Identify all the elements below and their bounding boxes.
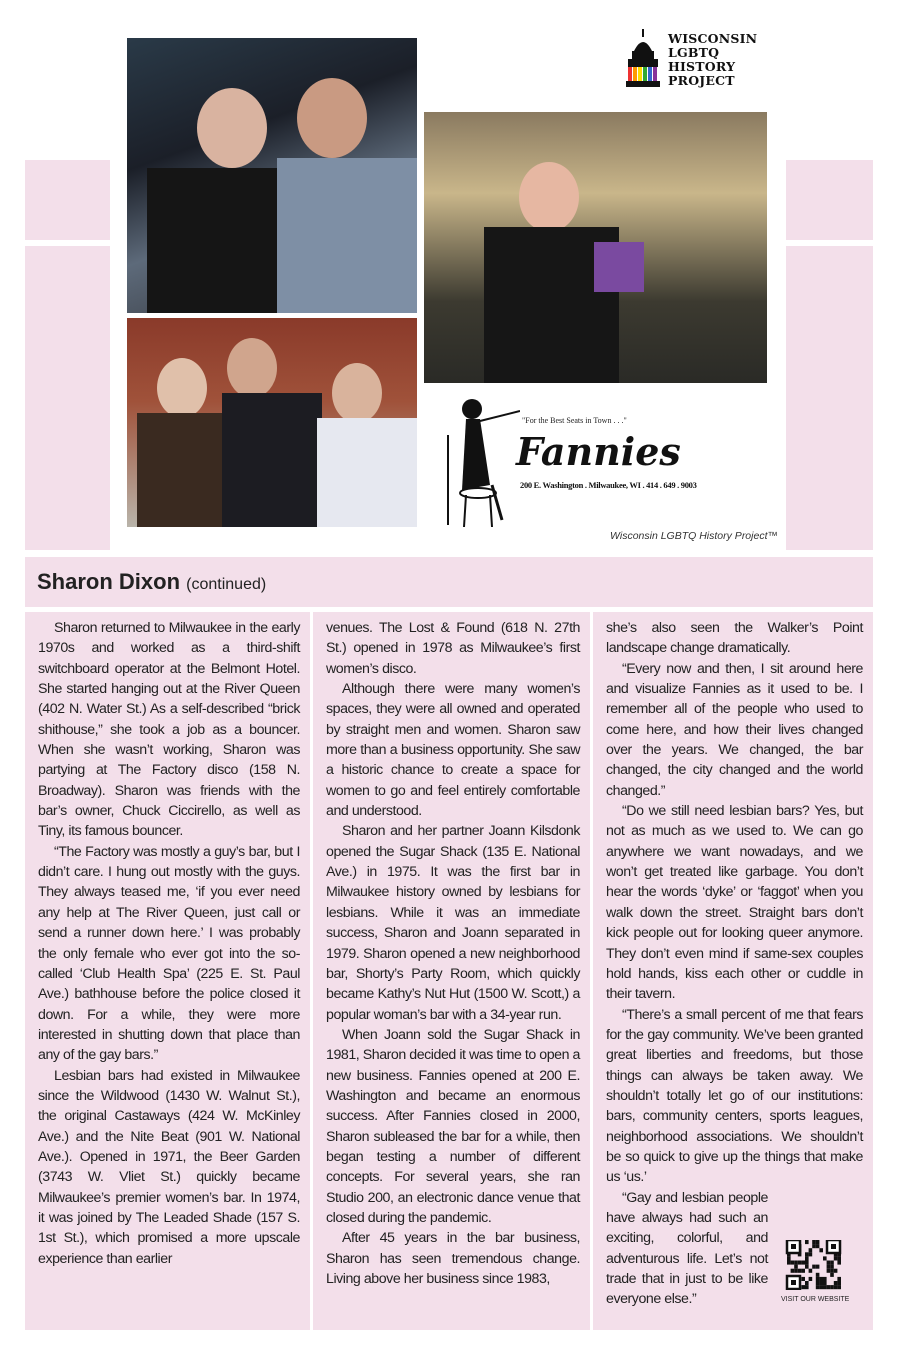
photo-sharon-at-bar xyxy=(424,112,767,383)
ad-name: Fannies xyxy=(516,429,681,474)
paragraph: When Joann sold the Sugar Shack in 1981, Sharon decided it was time to open a new business. Fannies opened at 200 E. Washington and became an enormous success. After Fannies closed in 2000, Sharon subleased the bar for a while, then began testing a number of different concepts. For several years, she ran Studio 200, an electronic dance venue that closed during the pandemic. xyxy=(326,1026,580,1226)
logo-line: LGBTQ xyxy=(668,45,720,60)
paragraph: Although there were many women’s spaces, they were all owned and operated by straight men and women. Sharon saw more than a business opportunity. She saw a historic chance to create a space for women to go and feel entirely comfortable and understood. xyxy=(326,681,580,820)
text-column-1 xyxy=(25,612,310,1330)
paragraph: Sharon returned to Milwaukee in the early 1970s and worked as a third-shift switchboard operator at the Belmont Hotel. She started hanging out at the River Queen (402 N. Water St.) As a self-described “brick shithouse,” she took a job as a bouncer. When she wasn’t working, Sharon was partying at The Factory disco (158 N. Broadway). Sharon was friends with the bar’s owner, Chuck Ciccirello, as well as Tiny, its famous bouncer. xyxy=(38,620,300,840)
capitol-icon xyxy=(626,29,660,91)
paragraph: Sharon and her partner Joann Kilsdonk opened the Sugar Shack (135 E. National Ave.) in 1975. It was the first bar in Milwaukee history owned by lesbians for lesbians. While it was an immediate success, Sharon and Joann separated in 1979. Sharon opened a new neighborhood bar, Shorty’s Party Room, which quickly became Kathy’s Nut Hut (1500 W. Scott,) a popular woman’s bar with a 34-year run. xyxy=(326,823,580,1023)
article-subtitle: (continued) xyxy=(186,576,267,593)
qr-code-icon xyxy=(783,1240,845,1290)
photo-group xyxy=(127,318,417,527)
photo-credit: Wisconsin LGBTQ History Project™ xyxy=(610,530,778,542)
ad-tagline: "For the Best Seats in Town . . ." xyxy=(522,416,627,425)
logo-line: PROJECT xyxy=(668,73,735,88)
paragraph: After 45 years in the bar business, Sharon has seen tremendous change. Living above her business since 1983, xyxy=(326,1230,580,1287)
side-panel xyxy=(786,160,873,240)
article-title-name: Sharon Dixon xyxy=(37,569,181,594)
paragraph: “Do we still need lesbian bars? Yes, but not as much as we used to. We can go anywhere we want nowadays, and we won’t get treated like garbage. You don’t hear the words ‘dyke’ or ‘faggot’ when you walk down the street. Straight bars don’t kick people out for looking queer anymore. They don’t even mind if same-sex couples hold hands, kiss each other or cuddle in their tavern. xyxy=(606,803,863,1003)
paragraph: venues. The Lost & Found (618 N. 27th St.) opened in 1978 as Milwaukee’s first women’s disco. xyxy=(326,620,580,677)
photo-sharon-with-friend xyxy=(127,38,417,313)
paragraph: “There’s a small percent of me that fears for the gay community. We’ve been granted great liberties and freedoms, but those things can always be taken away. We shouldn’t totally let go of our institutions: bars, community centers, sports leagues, neighborhood associations. We shouldn’t be so quick to give up the things that make us ‘us.’ xyxy=(606,1006,863,1186)
qr-code[interactable] xyxy=(783,1240,849,1302)
seated-woman-illustration xyxy=(440,395,520,530)
paragraph: Lesbian bars had existed in Milwaukee since the Wildwood (1430 W. Walnut St.), the original Castaways (424 W. McKinley Ave.) and the Nite Beat (901 W. National Ave.). Opened in 1971, the Beer Garden (3743 W. Vliet St.) quickly became Milwaukee’s premier women’s bar. In 1974, it was joined by The Leaded Shade (157 S. 1st St.), which promised a more upscale experience than earlier xyxy=(38,1067,300,1267)
paragraph: “The Factory was mostly a guy’s bar, but I didn’t care. I hung out mostly with the guys. They always teased me, ‘if you ever need any help at The River Queen, just call or send a runner down here.’ I was probably the only female who ever got into the so-called ‘Club Health Spa’ (225 E. St. Paul Ave.) bathhouse before the police closed it down. For a while, they were more interested in shutting down that place than any of the gay bars.” xyxy=(38,843,300,1064)
side-panel xyxy=(786,246,873,550)
paragraph: “Gay and lesbian people have always had such an exciting, colorful, and adventurous life. Let’s not trade that in just to be like everyone else.” xyxy=(606,1189,768,1308)
text-column-3 xyxy=(593,612,873,1330)
qr-caption: VISIT OUR WEBSITE xyxy=(781,1296,850,1303)
article-title xyxy=(37,569,266,598)
wisconsin-lgbtq-history-project-logo xyxy=(626,28,776,92)
article-title-band xyxy=(25,557,873,607)
ad-address: 200 E. Washington . Milwaukee, WI . 414 . 649 . 9003 xyxy=(520,480,697,490)
text-column-2 xyxy=(313,612,590,1330)
paragraph: she’s also seen the Walker’s Point landscape change dramatically. xyxy=(606,620,863,657)
side-panel xyxy=(25,160,110,240)
logo-line: HISTORY xyxy=(668,59,736,74)
paragraph: “Every now and then, I sit around here and visualize Fannies as it used to be. I remember all of the people who used to come here, and how their lives changed over the years. We changed, the bar changed, the city changed and the world changed.” xyxy=(606,660,863,799)
side-panel xyxy=(25,246,110,550)
logo-line: WISCONSIN xyxy=(668,31,758,46)
fannies-advertisement xyxy=(430,390,780,550)
